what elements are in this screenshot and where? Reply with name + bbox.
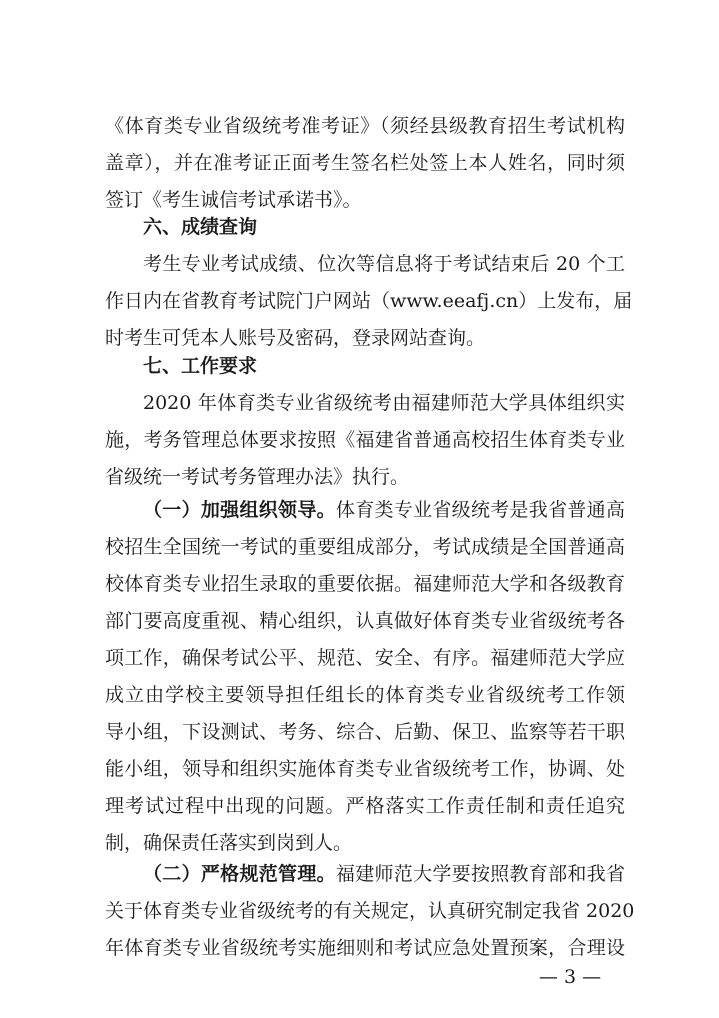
item-1-title: （一）加强组织领导。 <box>143 499 336 521</box>
paragraph-line: 省级统一考试考务管理办法》执行。 <box>105 466 410 488</box>
paragraph-line: 年体育类专业省级统考实施细则和考试应急处置预案，合理设 <box>105 937 625 959</box>
paragraph-line: 理考试过程中出现的问题。严格落实工作责任制和责任追究 <box>105 795 625 817</box>
section-heading-7: 七、工作要求 <box>143 355 258 377</box>
paragraph-line: 校招生全国统一考试的重要组成部分，考试成绩是全国普通高 <box>105 536 625 558</box>
item-1-first-line <box>143 492 625 528</box>
item-1-text: 体育类专业省级统考是我省普通高 <box>335 499 625 521</box>
paragraph-line: 签订《考生诚信考试承诺书》。 <box>105 189 362 211</box>
page-number: — 3 — <box>538 966 602 988</box>
paragraph-line: 考生专业考试成绩、位次等信息将于考试结束后 20 个工 <box>143 253 625 275</box>
paragraph-line: 成立由学校主要领导担任组长的体育类专业省级统考工作领 <box>105 684 625 706</box>
paragraph-line: 施，考务管理总体要求按照《福建省普通高校招生体育类专业 <box>105 429 625 451</box>
item-2-title: （二）严格规范管理。 <box>143 863 336 885</box>
paragraph-line: 能小组，领导和组织实施体育类专业省级统考工作，协调、处 <box>105 758 625 780</box>
paragraph-line: 关于体育类专业省级统考的有关规定，认真研究制定我省 2020 <box>105 900 635 922</box>
section-heading-6: 六、成绩查询 <box>143 216 258 238</box>
paragraph-line: 盖章），并在准考证正面考生签名栏处签上本人姓名，同时须 <box>105 152 625 174</box>
item-2-text: 福建师范大学要按照教育部和我省 <box>335 863 625 885</box>
item-2-first-line <box>143 856 625 892</box>
paragraph-line: 导小组，下设测试、考务、综合、后勤、保卫、监察等若干职 <box>105 721 625 743</box>
paragraph-line: 《体育类专业省级统考准考证》（须经县级教育招生考试机构 <box>105 115 625 137</box>
paragraph-line: 时考生可凭本人账号及密码，登录网站查询。 <box>105 327 486 349</box>
paragraph-line: 项工作，确保考试公平、规范、安全、有序。福建师范大学应 <box>105 647 625 669</box>
paragraph-line: 校体育类专业招生录取的重要依据。福建师范大学和各级教育 <box>105 573 625 595</box>
paragraph-line: 2020 年体育类专业省级统考由福建师范大学具体组织实 <box>143 392 625 414</box>
paragraph-line: 制，确保责任落实到岗到人。 <box>105 832 353 854</box>
paragraph-line: 作日内在省教育考试院门户网站（www.eeafj.cn）上发布，届 <box>105 290 633 312</box>
paragraph-line: 部门要高度重视、精心组织，认真做好体育类专业省级统考各 <box>105 610 625 632</box>
